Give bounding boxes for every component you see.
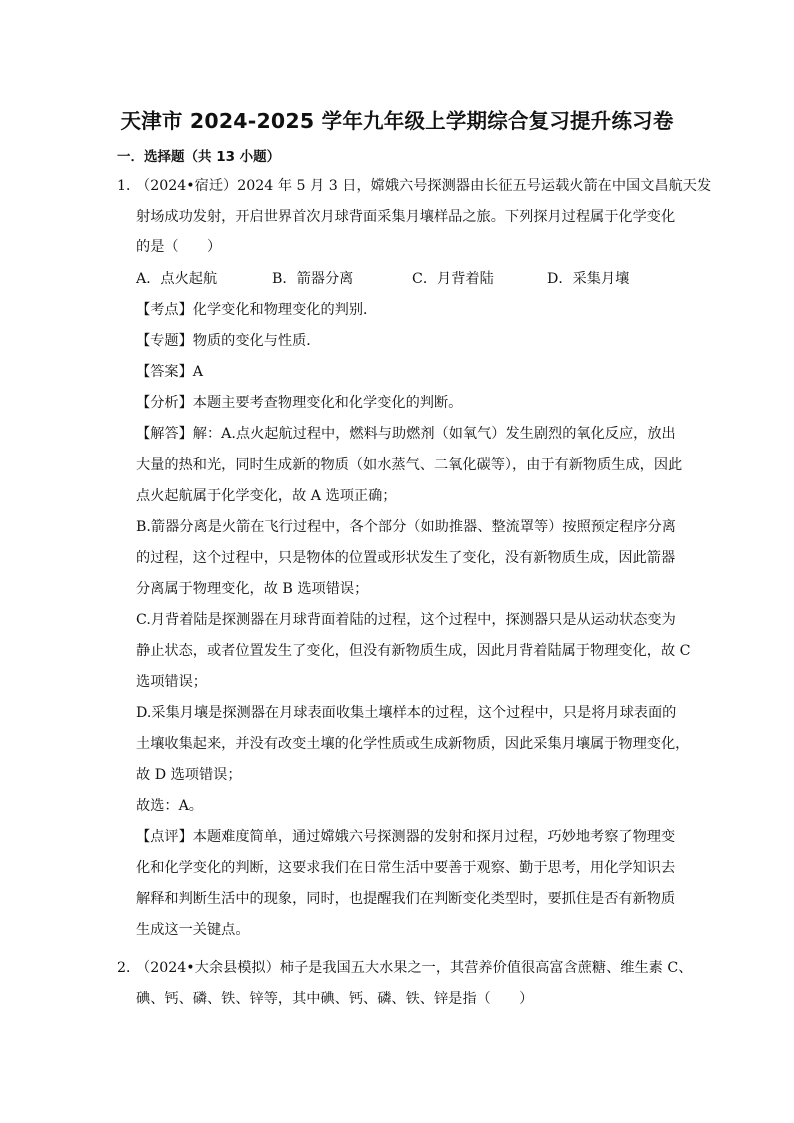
solution-line-6: 分离属于物理变化，故 B 选项错误；	[136, 581, 369, 597]
solution-line-12: 故 D 选项错误；	[136, 767, 242, 783]
solution-line-1: 【解答】解：A.点火起航过程中，燃料与助燃剂（如氧气）发生剧烈的氧化反应，放出	[136, 426, 676, 442]
option-b: B．箭器分离	[272, 271, 354, 287]
solution-line-10: D.采集月壤是探测器在月球表面收集土壤样本的过程，这个过程中，只是将月球表面的	[136, 705, 677, 721]
document-title: 天津市 2024-2025 学年九年级上学期综合复习提升练习卷	[120, 109, 674, 133]
kaodian-text: 【考点】化学变化和物理变化的判别．	[136, 302, 378, 318]
option-a: A．点火起航	[136, 271, 218, 287]
solution-line-4: B.箭器分离是火箭在飞行过程中，各个部分（如助推器、整流罩等）按照预定程序分离	[136, 519, 676, 535]
option-c: C．月背着陆	[412, 271, 494, 287]
comment-line-4: 生成这一关键点。	[136, 922, 250, 938]
question-2-stem-line-1: （2024•大余县模拟）柿子是我国五大水果之一，其营养价值很高富含蔗糖、维生素 C、	[136, 960, 693, 976]
analysis-text: 【分析】本题主要考查物理变化和化学变化的判断。	[136, 395, 463, 411]
solution-line-13: 故选：A。	[136, 798, 203, 814]
section-heading: 一．选择题（共 13 小题）	[117, 149, 281, 165]
solution-line-9: 选项错误；	[136, 674, 207, 690]
comment-line-1: 【点评】本题难度简单，通过嫦娥六号探测器的发射和探月过程，巧妙地考察了物理变	[136, 829, 676, 845]
question-2-number: 2．	[117, 960, 141, 976]
question-2-stem-line-2: 碘、钙、磷、铁、锌等，其中碘、钙、磷、铁、锌是指（ ）	[136, 991, 534, 1007]
solution-line-11: 土壤收集起来，并没有改变土壤的化学性质或生成新物质，因此采集月壤属于物理变化，	[136, 736, 690, 752]
comment-line-3: 解释和判断生活中的现象，同时，也提醒我们在判断变化类型时，要抓住是否有新物质	[136, 891, 676, 907]
question-1-stem-line-3: 的是（ ）	[136, 239, 222, 255]
zhuanti-text: 【专题】物质的变化与性质．	[136, 333, 321, 349]
question-1-stem-line-1: （2024•宿迁）2024 年 5 月 3 日，嫦娥六号探测器由长征五号运载火箭在中国文昌航天发	[136, 178, 712, 194]
comment-line-2: 化和化学变化的判断，这要求我们在日常生活中要善于观察、勤于思考，用化学知识去	[136, 860, 676, 876]
solution-line-8: 静止状态，或者位置发生了变化，但没有新物质生成，因此月背着陆属于物理变化，故 C	[136, 643, 691, 659]
solution-line-5: 的过程，这个过程中，只是物体的位置或形状发生了变化，没有新物质生成，因此箭器	[136, 550, 676, 566]
solution-line-3: 点火起航属于化学变化，故 A 选项正确；	[136, 488, 397, 504]
solution-line-2: 大量的热和光，同时生成新的物质（如水蒸气、二氧化碳等），由于有新物质生成，因此	[136, 457, 683, 473]
solution-line-7: C.月背着陆是探测器在月球背面着陆的过程，这个过程中，探测器只是从运动状态变为	[136, 612, 676, 628]
question-1-number: 1．	[117, 178, 141, 194]
option-d: D．采集月壤	[547, 271, 630, 287]
question-1-stem-line-2: 射场成功发射，开启世界首次月球背面采集月壤样品之旅。下列探月过程属于化学变化	[136, 209, 676, 225]
answer-text: 【答案】A	[136, 364, 203, 380]
